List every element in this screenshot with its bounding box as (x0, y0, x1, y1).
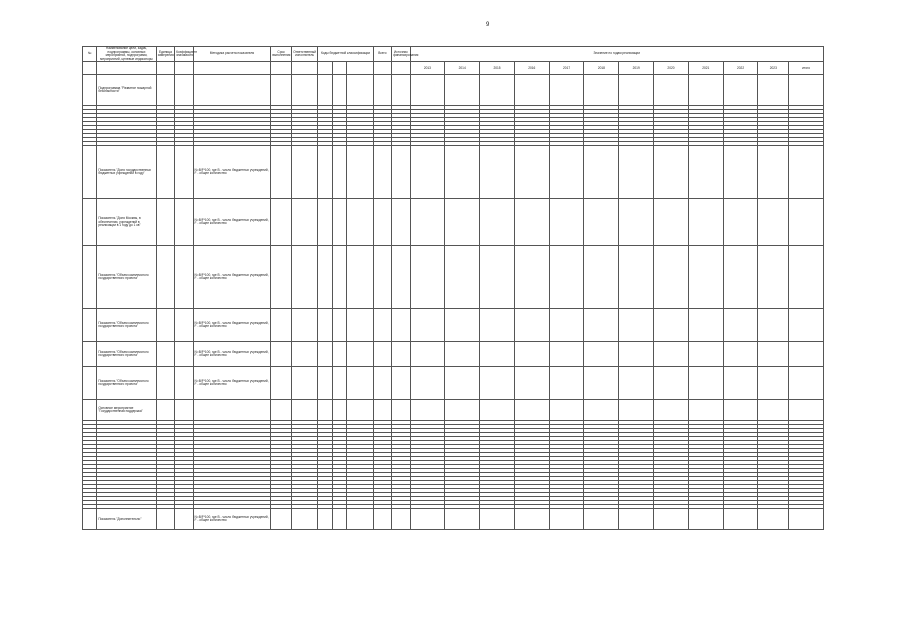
header-values: Значение по годам реализации (410, 47, 824, 62)
table-cell (175, 342, 193, 367)
table-cell (318, 400, 332, 421)
table-cell (410, 309, 445, 342)
table-cell (514, 309, 549, 342)
table-cell (619, 367, 654, 400)
table-cell (392, 342, 410, 367)
table-cell (175, 309, 193, 342)
table-row (83, 400, 824, 421)
table-cell (156, 342, 174, 367)
table-cell (758, 367, 789, 400)
table-row (83, 367, 824, 400)
table-cell (789, 509, 824, 530)
table-cell (373, 199, 391, 246)
table-cell (291, 309, 318, 342)
table-cell (654, 400, 689, 421)
table-row (83, 199, 824, 246)
year-cell: 2021 (688, 62, 723, 75)
table-cell (514, 509, 549, 530)
table-cell (156, 509, 174, 530)
row-label: Показатель "Объем комплексного государственного проекта" (97, 309, 156, 342)
table-cell (318, 146, 332, 199)
table-cell (445, 309, 480, 342)
table-cell (175, 246, 193, 309)
table-cell (373, 309, 391, 342)
table-cell (156, 367, 174, 400)
table-cell (688, 509, 723, 530)
table-cell (584, 367, 619, 400)
table-cell (619, 400, 654, 421)
table-cell (688, 367, 723, 400)
table-cell (758, 246, 789, 309)
year-cell: 2022 (723, 62, 758, 75)
table-cell (332, 367, 346, 400)
table-cell (789, 246, 824, 309)
table-cell (584, 199, 619, 246)
table-cell (584, 509, 619, 530)
table-cell (654, 246, 689, 309)
table-cell (83, 309, 97, 342)
table-cell (291, 367, 318, 400)
table-cell (83, 509, 97, 530)
table-cell (445, 199, 480, 246)
method-cell: N=B/F*100, где B - число бюджетных учреждений, F - общее количество (193, 367, 271, 400)
table-cell (410, 367, 445, 400)
table-cell (584, 246, 619, 309)
table-cell (83, 400, 97, 421)
table-cell (83, 146, 97, 199)
table-cell (373, 246, 391, 309)
table-cell (445, 246, 480, 309)
table-row (83, 509, 824, 530)
table-cell (347, 246, 374, 309)
page-number: 9 (486, 22, 490, 28)
table-cell (193, 400, 271, 421)
table-cell (549, 199, 584, 246)
table-cell (758, 509, 789, 530)
table-cell (392, 199, 410, 246)
table-cell (392, 367, 410, 400)
table-cell (723, 309, 758, 342)
table-cell (175, 199, 193, 246)
table-cell (758, 342, 789, 367)
table-cell (156, 309, 174, 342)
table-cell (654, 199, 689, 246)
table-cell (291, 146, 318, 199)
header-unit: Единица измерения (156, 47, 174, 62)
row-label: Показатель "Доля Москвы, в обеспечении, учреждений в реализации в 1 году до 1 кв" (97, 199, 156, 246)
table-cell (332, 199, 346, 246)
table-cell (271, 342, 291, 367)
table-cell (373, 367, 391, 400)
table-body (83, 75, 824, 530)
table-cell (410, 246, 445, 309)
table-cell (445, 400, 480, 421)
table-cell (410, 400, 445, 421)
table-cell (373, 509, 391, 530)
table-cell (789, 342, 824, 367)
table-row (83, 309, 824, 342)
table-cell (549, 400, 584, 421)
year-cell: 2023 (758, 62, 789, 75)
row-label: Показатель "Дополнительно" (97, 509, 156, 530)
table-cell (514, 146, 549, 199)
table-cell (723, 246, 758, 309)
table-cell (392, 309, 410, 342)
table-header-row (83, 47, 824, 62)
table-cell (688, 146, 723, 199)
table-cell (688, 199, 723, 246)
method-cell: N=B/F*100, где B - число бюджетных учреждений, F - общее количество (193, 146, 271, 199)
table-cell (445, 367, 480, 400)
table-cell (392, 146, 410, 199)
year-cell: 2017 (549, 62, 584, 75)
table-cell (480, 400, 515, 421)
year-cell: итого (789, 62, 824, 75)
table-cell (332, 146, 346, 199)
table-cell (347, 309, 374, 342)
table-cell (271, 199, 291, 246)
table-cell (619, 509, 654, 530)
header-coef: Коэффициент значимости (175, 47, 193, 62)
table-cell (271, 509, 291, 530)
year-cell: 2013 (410, 62, 445, 75)
table-cell (789, 400, 824, 421)
table-cell (271, 400, 291, 421)
table-cell (175, 400, 193, 421)
table-cell (347, 199, 374, 246)
table-cell (688, 342, 723, 367)
table-cell (549, 367, 584, 400)
table-cell (789, 146, 824, 199)
table-cell (347, 342, 374, 367)
table-cell (480, 146, 515, 199)
table-cell (373, 146, 391, 199)
table-cell (83, 246, 97, 309)
table-cell (392, 509, 410, 530)
table-cell (758, 199, 789, 246)
table-cell (318, 509, 332, 530)
table-cell (156, 400, 174, 421)
table-cell (347, 367, 374, 400)
table-cell (83, 199, 97, 246)
table-cell (654, 342, 689, 367)
table-cell (291, 509, 318, 530)
row-label: Показатель "Доля государственных бюджетных учреждений в году" (97, 146, 156, 199)
table-cell (410, 146, 445, 199)
row-label: Основное мероприятие "Государственная поддержка" (97, 400, 156, 421)
table-cell (410, 199, 445, 246)
table-cell (318, 246, 332, 309)
table-cell (83, 367, 97, 400)
table-cell (332, 309, 346, 342)
table-cell (480, 367, 515, 400)
method-cell: N=B/F*100, где B - число бюджетных учреждений, F - общее количество (193, 199, 271, 246)
table-cell (758, 146, 789, 199)
header-funding: Источник финансирования (392, 47, 410, 62)
table-cell (688, 309, 723, 342)
table-cell (758, 309, 789, 342)
table-cell (723, 199, 758, 246)
table-cell (688, 246, 723, 309)
method-cell: N=B/F*100, где B - число бюджетных учреждений, F - общее количество (193, 342, 271, 367)
table-cell (480, 199, 515, 246)
method-cell: N=B/F*100, где B - число бюджетных учреждений, F - общее количество (193, 509, 271, 530)
table-row (83, 342, 824, 367)
table-cell (156, 146, 174, 199)
table-cell (619, 309, 654, 342)
table-cell (271, 246, 291, 309)
table-cell (271, 146, 291, 199)
year-cell: 2019 (619, 62, 654, 75)
table-cell (723, 509, 758, 530)
header-year: Срок выполнения (271, 47, 291, 62)
table-cell (480, 342, 515, 367)
table-cell (445, 509, 480, 530)
table-cell (549, 146, 584, 199)
table-cell (549, 309, 584, 342)
table-cell (514, 246, 549, 309)
table-cell (373, 400, 391, 421)
table-cell (318, 367, 332, 400)
table-cell (619, 342, 654, 367)
header-name: Наименование цели, задач, подпрограммы, основных мероприятий, подпрограмм, мероприятий, целевые индикаторы (97, 47, 156, 62)
table-cell (723, 367, 758, 400)
table-cell (291, 400, 318, 421)
table-cell (549, 342, 584, 367)
table-cell (318, 199, 332, 246)
table-cell (445, 146, 480, 199)
table-cell (789, 309, 824, 342)
row-label: Показатель "Объем комплексного государственного проекта" (97, 342, 156, 367)
header-codes: Коды бюджетной классификации (318, 47, 373, 62)
row-label: Показатель "Объем комплексного государственного проекта" (97, 246, 156, 309)
row-label: Подпрограмма "Развитие пожарной безопасности" (97, 75, 156, 106)
table-years-row (83, 62, 824, 75)
table-cell (549, 509, 584, 530)
row-label: Показатель "Объем комплексного государственного проекта" (97, 367, 156, 400)
table-cell (514, 342, 549, 367)
header-method: Методика расчета показателя (193, 47, 271, 62)
table-cell (619, 146, 654, 199)
table-row (83, 146, 824, 199)
table-cell (291, 246, 318, 309)
table-cell (318, 309, 332, 342)
table-cell (514, 400, 549, 421)
table-cell (332, 400, 346, 421)
table-cell (347, 146, 374, 199)
budget-table (82, 46, 824, 530)
table-cell (83, 342, 97, 367)
table-cell (584, 400, 619, 421)
table-cell (175, 146, 193, 199)
table-cell (619, 246, 654, 309)
table-cell (723, 342, 758, 367)
method-cell: N=B/F*100, где B - число бюджетных учреждений, F - общее количество (193, 246, 271, 309)
table-cell (480, 309, 515, 342)
table-cell (514, 199, 549, 246)
table-cell (584, 342, 619, 367)
table-cell (410, 342, 445, 367)
table-cell (332, 342, 346, 367)
table-cell (654, 146, 689, 199)
year-cell: 2014 (445, 62, 480, 75)
table-cell (789, 199, 824, 246)
table-cell (332, 246, 346, 309)
table-cell (584, 146, 619, 199)
year-cell: 2016 (514, 62, 549, 75)
table-cell (175, 367, 193, 400)
year-cell: 2015 (480, 62, 515, 75)
table-cell (175, 509, 193, 530)
table-cell (654, 309, 689, 342)
table-cell (332, 509, 346, 530)
table-cell (373, 342, 391, 367)
table-cell (392, 400, 410, 421)
table-cell (619, 199, 654, 246)
table-cell (584, 309, 619, 342)
table-cell (480, 509, 515, 530)
table-cell (347, 400, 374, 421)
table-cell (318, 342, 332, 367)
table-cell (480, 246, 515, 309)
table-cell (549, 246, 584, 309)
table-row (83, 75, 824, 106)
table-cell (789, 367, 824, 400)
table-cell (654, 367, 689, 400)
table-row (83, 246, 824, 309)
table-cell (445, 342, 480, 367)
method-cell: N=B/F*100, где B - число бюджетных учреждений, F - общее количество (193, 309, 271, 342)
table-cell (392, 246, 410, 309)
table-cell (514, 367, 549, 400)
year-cell: 2020 (654, 62, 689, 75)
table-cell (271, 367, 291, 400)
table-cell (156, 199, 174, 246)
year-cell: 2018 (584, 62, 619, 75)
table-cell (291, 199, 318, 246)
table-cell (688, 400, 723, 421)
table-cell (347, 509, 374, 530)
table-cell (271, 309, 291, 342)
table-cell (758, 400, 789, 421)
table-cell (723, 400, 758, 421)
table-cell (723, 146, 758, 199)
table-cell (156, 246, 174, 309)
table-cell (410, 509, 445, 530)
header-num: № (83, 47, 97, 62)
header-total: Всего (373, 47, 391, 62)
header-exec: Ответственный исполнитель (291, 47, 318, 62)
table-cell (291, 342, 318, 367)
table-cell (654, 509, 689, 530)
